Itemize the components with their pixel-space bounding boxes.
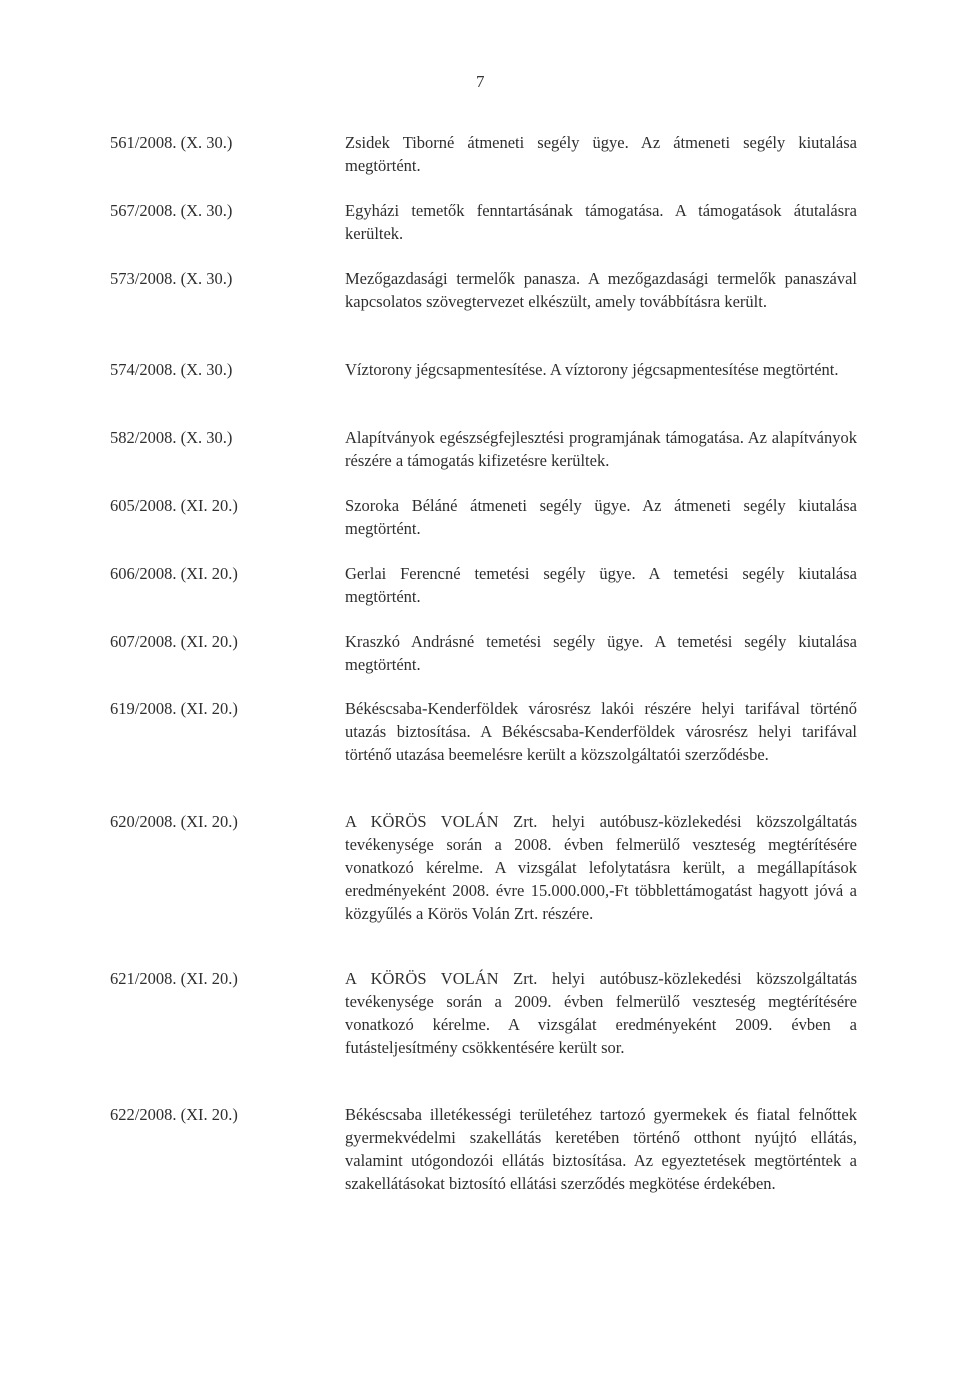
resolution-description: Szoroka Béláné átmeneti segély ügye. Az átmeneti segély kiutalása megtörtént. xyxy=(345,496,857,538)
resolution-description: Alapítványok egészségfejlesztési programjának támogatása. Az alapítványok részére a támogatás kifizetésre kerültek. xyxy=(345,428,857,470)
page-number: 7 xyxy=(476,72,485,91)
resolution-description: A KÖRÖS VOLÁN Zrt. helyi autóbusz-közlekedési közszolgáltatás tevékenysége során a 2009. évben felmerülő veszteség megtérítésére vonatkozó kérelme. A vizsgálat eredményeként 2009. évben a futásteljesítmény csökkentésére került sor. xyxy=(345,969,857,1057)
resolution-number: 561/2008. (X. 30.) xyxy=(110,133,233,152)
resolution-number: 567/2008. (X. 30.) xyxy=(110,201,233,220)
resolution-number: 621/2008. (XI. 20.) xyxy=(110,969,238,988)
resolution-number: 607/2008. (XI. 20.) xyxy=(110,632,238,651)
resolution-description: Zsidek Tiborné átmeneti segély ügye. Az átmeneti segély kiutalása megtörtént. xyxy=(345,133,857,175)
resolution-number: 622/2008. (XI. 20.) xyxy=(110,1105,238,1124)
resolution-number: 620/2008. (XI. 20.) xyxy=(110,812,238,831)
resolution-description: Víztorony jégcsapmentesítése. A víztorony jégcsapmentesítése megtörtént. xyxy=(345,360,839,379)
resolution-description: Gerlai Ferencné temetési segély ügye. A temetési segély kiutalása megtörtént. xyxy=(345,564,857,606)
resolution-number: 582/2008. (X. 30.) xyxy=(110,428,233,447)
resolution-number: 619/2008. (XI. 20.) xyxy=(110,699,238,718)
resolution-description: Békéscsaba-Kenderföldek városrész lakói részére helyi tarifával történő utazás biztosítása. A Békéscsaba-Kenderföldek városrész helyi tarifával történő utazása beemelésre került a közszolgáltatói szerződésbe. xyxy=(345,699,857,764)
resolution-description: A KÖRÖS VOLÁN Zrt. helyi autóbusz-közlekedési közszolgáltatás tevékenysége során a 2008. évben felmerülő veszteség megtérítésére vonatkozó kérelme. A vizsgálat lefolytatásra került, a megállapítások eredményeként 2008. évre 15.000.000,-Ft többlettámogatást hagyott jóvá a közgyűlés a Körös Volán Zrt. részére. xyxy=(345,812,857,923)
resolution-number: 573/2008. (X. 30.) xyxy=(110,269,233,288)
resolution-description: Mezőgazdasági termelők panasza. A mezőgazdasági termelők panaszával kapcsolatos szövegtervezet elkészült, amely továbbításra került. xyxy=(345,269,857,311)
resolution-description: Békéscsaba illetékességi területéhez tartozó gyermekek és fiatal felnőttek gyermekvédelmi szakellátás keretében történő otthont nyújtó ellátás, valamint utógondozói ellátás biztosítása. Az egyeztetések megtörténtek a szakellátásokat biztosító ellátási szerződés megkötése érdekében. xyxy=(345,1105,857,1193)
resolution-description: Egyházi temetők fenntartásának támogatása. A támogatások átutalásra kerültek. xyxy=(345,201,857,243)
resolution-number: 574/2008. (X. 30.) xyxy=(110,360,233,379)
resolution-number: 605/2008. (XI. 20.) xyxy=(110,496,238,515)
resolution-description: Kraszkó Andrásné temetési segély ügye. A temetési segély kiutalása megtörtént. xyxy=(345,632,857,674)
resolution-number: 606/2008. (XI. 20.) xyxy=(110,564,238,583)
